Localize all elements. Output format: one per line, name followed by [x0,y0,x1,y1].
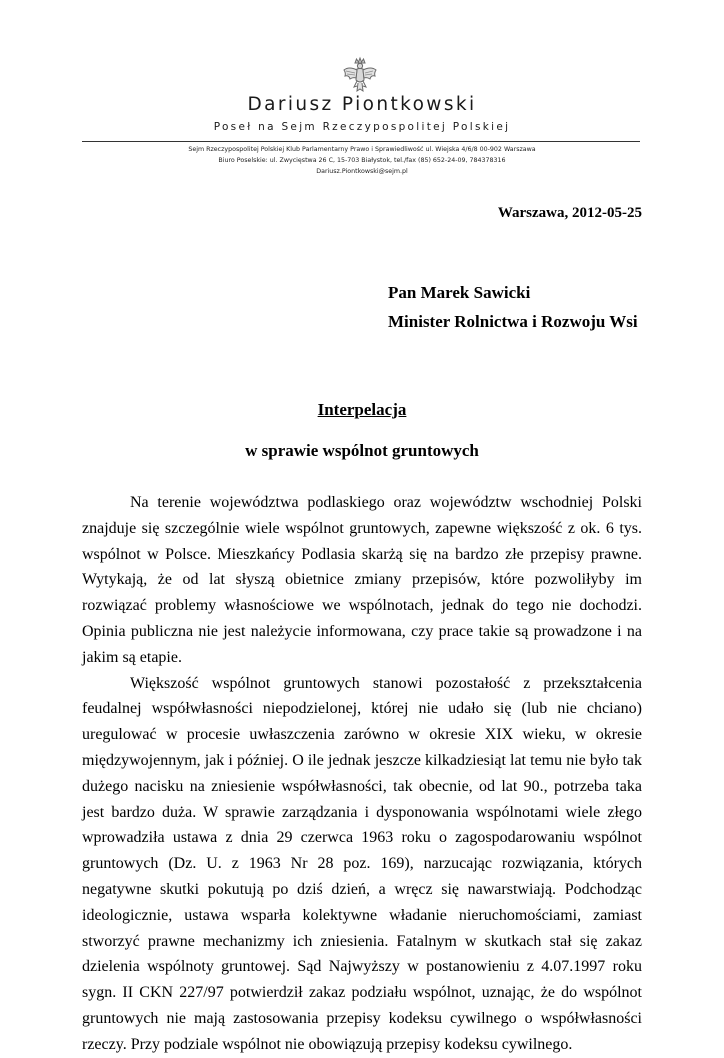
document-heading: Interpelacja [317,400,407,419]
letterhead-subtitle: Poseł na Sejm Rzeczypospolitej Polskiej [213,121,511,133]
letterhead-email: Dariusz.Piontkowski@sejm.pl [316,168,408,175]
letterhead-address-sejm: Sejm Rzeczypospolitej Polskiej Klub Parlamentarny Prawo i Sprawiedliwość ul. Wiejska 4/6/8 00-902 Warszawa [188,146,536,153]
letter-date: Warszawa, 2012-05-25 [497,205,642,221]
addressee-title: Minister Rolnictwa i Rozwoju Wsi [388,312,638,331]
letterhead-address-office: Biuro Poselskie: ul. Zwycięstwa 26 C, 15-703 Białystok, tel./fax (85) 652-24-09, 784378316 [218,157,506,164]
letter-body [82,490,642,1058]
polish-eagle-emblem-icon [341,56,379,96]
body-paragraph: Na terenie województwa podlaskiego oraz województw wschodniej Polski znajduje się szczególnie wiele wspólnot gruntowych, zapewne większość z ok. 6 tys. wspólnot w Polsce. Mieszkańcy Podlasia skarżą się na bardzo złe przepisy prawne. Wytykają, że od lat słyszą obietnice zmiany przepisów, które pozwoliłyby im rozwiązać problemy własnościowe we wspólnotach, jednak do tego nie dochodzi. Opinia publiczna nie jest należycie informowana, czy prace takie są prowadzone i na jakim są etapie. [82,494,642,666]
letterhead-divider [82,141,640,142]
letterhead-name: Dariusz Piontkowski [247,94,477,115]
addressee-name: Pan Marek Sawicki [388,283,531,302]
body-paragraph: Większość wspólnot gruntowych stanowi pozostałość z przekształcenia feudalnej współwłasności niepodzielonej, której nie udało się (lub nie chciano) uregulować w procesie uwłaszczenia zarówno w okresie XIX wieku, w okresie międzywojennym, jak i później. O ile jednak jeszcze kilkadziesiąt lat temu nie było tak dużego nacisku na zniesienie współwłasności, tak obecnie, od lat 90., potrzeba taka jest bardzo duża. W sprawie zarządzania i dysponowania wspólnotami wiele złego wprowadziła ustawa z dnia 29 czerwca 1963 roku o zagospodarowaniu wspólnot gruntowych (Dz. U. z 1963 Nr 28 poz. 169), narzucając rozwiązania, których negatywne skutki pokutują po dziś dzień, a wręcz się nawarstwiają. Podchodząc ideologicznie, ustawa wsparła kolektywne władanie nieruchomościami, zamiast stworzyć prawne mechanizmy ich zniesienia. Fatalnym w skutkach stał się zakaz dzielenia wspólnoty gruntowej. Sąd Najwyższy w postanowieniu z 4.07.1997 roku sygn. II CKN 227/97 potwierdził zakaz podziału wspólnot, uznając, że do wspólnot gruntowych nie mają zastosowania przepisy kodeksu cywilnego o współwłasności rzeczy. Przy podziale wspólnot nie obowiązują przepisy kodeksu cywilnego. [82,674,642,1053]
document-subject: w sprawie wspólnot gruntowych [245,441,479,460]
